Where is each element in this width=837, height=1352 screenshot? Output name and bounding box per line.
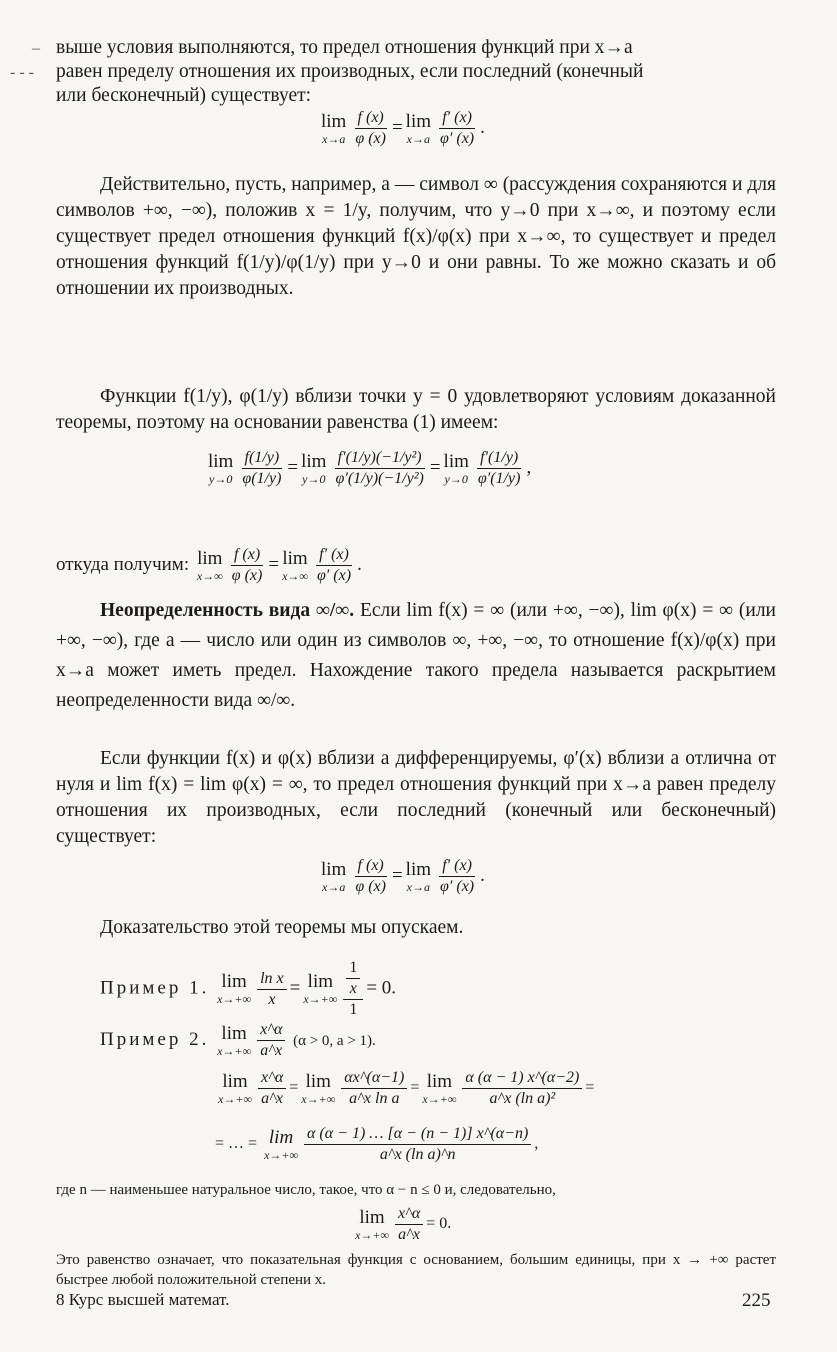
text-line: равен пределу отношения их производных, если последний (конечный xyxy=(56,61,644,82)
paragraph-indeterminacy: Неопределенность вида ∞/∞. Если lim f(x) = ∞ (или +∞, −∞), lim φ(x) = ∞ (или +∞, −∞), где a — число или один из символов ∞, +∞, −∞, то отношение f(x)/φ(x) при x→a может иметь предел. Нахождение такого предела называется раскрытием неопределенности вида ∞/∞. xyxy=(56,600,776,711)
footer-label: 8 Курс высшей математ. xyxy=(56,1290,230,1309)
formula-substitution: lim y→0 $\frac{f(1/y)}{\varphi(1/y)}$ = lim y→0 $\frac{\text{f′(1/y)(−1/y²)}}{\text{φ′(1/y)(−1/y²)}}$ = lim y→0 $\frac{f'(1/y)}{\varphi'(1/y)}$ , xyxy=(208,449,532,487)
formula-final: lim x→+∞ $\frac{x\^{}\alpha}{a\^{}x}$ = 0. xyxy=(355,1205,452,1243)
margin-mark: - - - xyxy=(10,64,34,81)
section-heading: Неопределенность вида ∞/∞. xyxy=(100,600,355,621)
example-2: Пример 2. lim x→+∞ $\frac{x\^{}\alpha}{a\^{}x}$ (α > 0, a > 1). xyxy=(100,1021,376,1059)
text-line: выше условия выполняются, то предел отношения функций при x→a xyxy=(56,37,633,58)
text-line: где n — наименьшее натуральное число, такое, что α − n ≤ 0 и, следовательно, xyxy=(56,1182,556,1198)
paragraph-proof: Действительно, пусть, например, a — символ ∞ (рассуждения сохраняются и для символов +∞, −∞), положив x = 1/y, получим, что y→0 при x→∞, и поэтому если существует предел отношения функций f(x)/φ(x) при x→∞, то существует и предел отношения функций f(1/y)/φ(1/y) при y→0 и они равны. То же можно сказать и об отношении их производных. xyxy=(56,174,776,299)
example-2-chain: lim x→+∞ $\frac{x\^{}\alpha}{a\^{}x}$ = lim x→+∞ $\frac{\alpha x\^{}(\alpha-1)}{\text{a\textasciicircum{}x ln a}}$ = lim x→+∞ $\frac{\alpha (\alpha - 1) x\^{}(\alpha-2)}{\text{a\textasciicircum{}x (ln a)²}}$ = xyxy=(218,1069,595,1107)
paragraph-theorem: Если функции f(x) и φ(x) вблизи a дифференцируемы, φ′(x) вблизи a отлична от нуля и lim f(x) = lim φ(x) = ∞, то предел отношения функций при x→a равен пределу отношения их производных, если последний (конечный или бесконечный) существует: xyxy=(56,748,776,847)
example-1: Пример 1. lim x→+∞ $\frac{\text{ln x}}{x}$ = lim x→+∞ $\frac{\frac{1}{x}}{1}$ = 0. xyxy=(100,959,397,1018)
margin-mark: – xyxy=(32,40,40,57)
formula-result: откуда получим: lim x→∞ $\frac{f (x)}{\varphi (x)}$ = lim x→∞ $\frac{f' (x)}{\varphi' (x)}$ . xyxy=(56,546,362,584)
page-number: 225 xyxy=(742,1290,771,1311)
formula-lhopital: lim x→a $\frac{f (x)}{\varphi (x)}$ = lim x→a $\frac{f' (x)}{\varphi' (x)}$ . xyxy=(321,109,485,147)
paragraph-conclusion: Это равенство означает, что показательная функция с основанием, большим единицы, при x → +∞ растет быстрее любой положительной степени x. xyxy=(56,1252,776,1288)
paragraph-functions: Функции f(1/y), φ(1/y) вблизи точки y = 0 удовлетворяют условиям доказанной теоремы, поэтому на основании равенства (1) имеем: xyxy=(56,386,776,433)
formula-lhopital-inf: lim x→a $\frac{f (x)}{\varphi (x)}$ = lim x→a $\frac{f' (x)}{\varphi' (x)}$ . xyxy=(321,857,485,895)
text-line: Доказательство этой теоремы мы опускаем. xyxy=(100,917,464,938)
text-line: или бесконечный) существует: xyxy=(56,85,312,106)
example-2-chain-2: = … = lim x→+∞ $\frac{\alpha (\alpha - 1) \dots [\alpha - (n - 1)] x\^{}(\alpha-n)}{\text{a\textasciicircum{}x (ln a)\textasciicircum{}n}}$ , xyxy=(215,1125,539,1163)
